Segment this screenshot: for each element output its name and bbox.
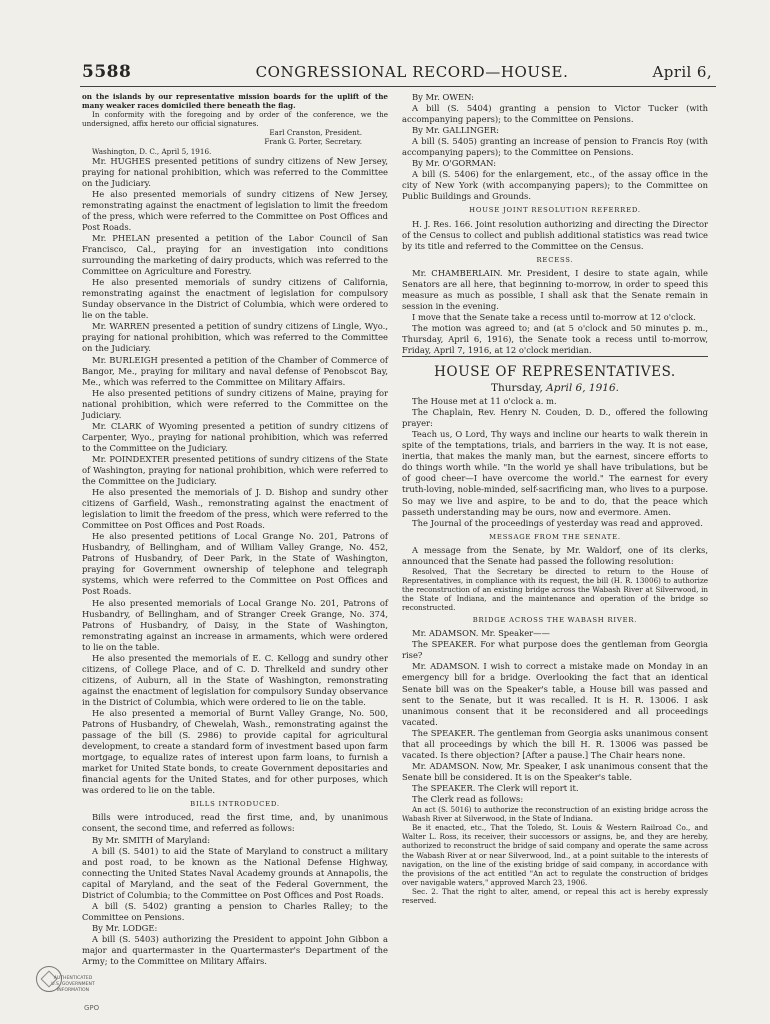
text-paragraph: He also presented petitions of sundry citizens of Maine, praying for national prohibition, which were referred to the Committee on the Judiciary. [82, 387, 388, 420]
header-date: April 6, [652, 63, 712, 81]
text-paragraph: He also presented a memorial of Burnt Valley Grange, No. 500, Patrons of Husbandry, of Chewelah, Wash., remonstrating against the passage of the bill (S. 2986) to provide capital for agricultural development, to create a standard form of investment based upon farm mortgage, to equalize rates of interest upon farm loans, to furnish a market for United State bonds, to create Government depositaries and financial agents for the United States, and for other purposes, which was ordered to lie on the table. [82, 708, 388, 796]
house-day: Thursday, [491, 382, 543, 395]
text-paragraph: The SPEAKER. The gentleman from Georgia asks unanimous consent that all proceedings by which the bill H. R. 13006 was passed be vacated. Is there objection? [After a pause.] The Chair hears none. [402, 727, 708, 760]
signature-line: Frank G. Porter, Secretary. [264, 137, 362, 147]
house-date [402, 381, 708, 396]
right-column [402, 92, 708, 905]
section-heading: BRIDGE ACROSS THE WABASH RIVER. [472, 616, 638, 625]
text-paragraph: I move that the Senate take a recess until to-morrow at 12 o'clock. [412, 311, 696, 322]
gpo-authentication-stamp [34, 966, 114, 1018]
text-paragraph: Mr. PHELAN presented a petition of the Labor Council of San Francisco, Cal., praying for an investigation into conditions surrounding the marketing of dairy products, which was referred to the Committee on Agriculture and Forestry. [82, 232, 388, 277]
text-paragraph: Mr. POINDEXTER presented petitions of sundry citizens of the State of Washington, praying for national prohibition, which were referred to the Committee on the Judiciary. [82, 453, 388, 487]
text-paragraph: Mr. BURLEIGH presented a petition of the Chamber of Commerce of Bangor, Me., praying for military and naval defense of Penobscot Bay, Me., which was referred to the Committee on Military Affairs. [82, 354, 388, 387]
stamp-line: INFORMATION [56, 988, 90, 993]
text-paragraph: He also presented the memorials of J. D. Bishop and sundry other citizens of Garfield, Wash., remonstrating against the enactment of legislation to limit the freedom of the press, which were referred to the Committee on Post Offices and Post Roads. [82, 487, 388, 531]
text-paragraph: The Clerk read as follows: [412, 794, 524, 804]
text-paragraph: The Journal of the proceedings of yesterday was read and approved. [412, 517, 703, 528]
text-paragraph: He also presented memorials of Local Grange No. 201, Patrons of Husbandry, of Bellingham, and of Stranger Creek Grange, No. 374, Patrons of Husbandry, of Daisy, in the State of Washington, remonstrating against an increase in armaments, which were ordered to lie on the table. [82, 597, 388, 652]
house-heading: HOUSE OF REPRESENTATIVES. [402, 356, 708, 381]
text-paragraph: A message from the Senate, by Mr. Waldorf, one of its clerks, announced that the Senate had passed the following resolution: [402, 544, 708, 566]
bill-text: Sec. 2. That the right to alter, amend, or repeal this act is hereby expressly reserved. [402, 886, 708, 905]
text-paragraph: A bill (S. 5405) granting an increase of pension to Francis Roy (with accompanying papers); to the Committee on Pensions. [402, 136, 708, 158]
text-paragraph: on the islands by our representative mission boards for the uplift of the many weaker races domiciled there beneath the flag. [82, 92, 388, 111]
text-paragraph: By Mr. O'GORMAN: [412, 158, 497, 169]
publication-title: CONGRESSIONAL RECORD—HOUSE. [255, 63, 569, 81]
left-column [82, 92, 388, 967]
text-paragraph: Mr. ADAMSON. Now, Mr. Speaker, I ask unanimous consent that the Senate bill be considered. It is on the Speaker's table. [402, 760, 708, 782]
text-paragraph: He also presented the memorials of E. C. Kellogg and sundry other citizens, of College Place, and of C. D. Threlkeld and sundry other citizens, of Auburn, all in the State of Washington, remonstrating against the enactment of legislation for compulsory Sunday observance in the District of Columbia, which were ordered to lie on the table. [82, 652, 388, 707]
text-paragraph: By Mr. GALLINGER: [412, 125, 499, 136]
section-heading: HOUSE JOINT RESOLUTION REFERRED. [469, 206, 641, 215]
text-paragraph: The Chaplain, Rev. Henry N. Couden, D. D., offered the following prayer: [402, 407, 708, 429]
text-paragraph: By Mr. LODGE: [92, 922, 158, 933]
page-header [82, 62, 712, 84]
text-paragraph: H. J. Res. 166. Joint resolution authorizing and directing the Director of the Census to collect and publish additional statistics was read twice by its title and referred to the Committee on the Census. [402, 218, 708, 251]
text-paragraph: Mr. CLARK of Wyoming presented a petition of sundry citizens of Carpenter, Wyo., praying for national prohibition, which was referred to the Committee on the Judiciary. [82, 420, 388, 453]
stamp-text [44, 976, 102, 994]
text-paragraph: The House met at 11 o'clock a. m. [412, 396, 557, 407]
bill-text: Be it enacted, etc., That the Toledo, St. Louis & Western Railroad Co., and Walter L. Ross, its receiver, their successors or assigns, be, and they are hereby, authorized to reconstruct the bridge of said company and operate the same across the Wabash River at or near Silverwood, Ind., at a point suitable to the interests of navigation, on the line of the existing bridge of said company, in accordance with the provisions of the act entitled "An act to regulate the construction of bridges over navigable waters," approved March 23, 1906. [402, 823, 708, 887]
place-date-line: Washington, D. C., April 5, 1916. [92, 146, 212, 156]
text-paragraph: He also presented memorials of sundry citizens of California, remonstrating against the enactment of legislation for compulsory Sunday observance in the District of Columbia, which were ordered to lie on the table. [82, 277, 388, 321]
text-paragraph: In conformity with the foregoing and by order of the conference, we the undersigned, affix hereto our official signatures. [82, 110, 388, 129]
stamp-line: U.S. GOVERNMENT [51, 982, 95, 987]
text-paragraph: Mr. WARREN presented a petition of sundry citizens of Lingle, Wyo., praying for national prohibition, which was referred to the Committee on the Judiciary. [82, 321, 388, 354]
text-paragraph: A bill (S. 5402) granting a pension to Charles Ralley; to the Committee on Pensions. [82, 900, 388, 922]
gpo-label: GPO [84, 1004, 100, 1012]
text-paragraph: Mr. HUGHES presented petitions of sundry citizens of New Jersey, praying for national prohibition, which was referred to the Committee on the Judiciary. [82, 155, 388, 188]
section-heading: MESSAGE FROM THE SENATE. [489, 532, 621, 541]
text-paragraph: The motion was agreed to; and (at 5 o'clock and 50 minutes p. m., Thursday, April 6, 1916), the Senate took a recess until to-morrow, Friday, April 7, 1916, at 12 o'clock meridian. [402, 322, 708, 356]
page-number: 5588 [82, 62, 132, 82]
header-rule [80, 86, 716, 87]
prayer-paragraph: Teach us, O Lord, Thy ways and incline our hearts to walk therein in spite of the temptations, trials, and barriers in the way. It is not ease, inertia, that makes the manly man, but the earnest, sincere efforts to do things worth while. "In the world ye shall have tribulations, but be of good cheer—I have overcome the world." The earnest for every truth-loving, noble-minded, self-sacrificing man, who lives to a purpose. So may we live and aspire, to be and to do, that the peace which passeth understanding may be ours, now and evermore. Amen. [402, 429, 708, 517]
text-paragraph: A bill (S. 5404) granting a pension to Victor Tucker (with accompanying papers); to the Committee on Pensions. [402, 103, 708, 125]
text-paragraph: By Mr. SMITH of Maryland: [92, 834, 211, 845]
text-paragraph: A bill (S. 5401) to aid the State of Maryland to construct a military and post road, to be known as the National Defense Highway, connecting the United States Naval Academy grounds at Annapolis, the capital of Maryland, and the seat of the Federal Government, the District of Columbia; to the Committee on Post Offices and Post Roads. [82, 845, 388, 900]
text-paragraph: He also presented petitions of Local Grange No. 201, Patrons of Husbandry, of Bellingham, and of William Valley Grange, No. 452, Patrons of Husbandry, of Deer Park, in the State of Washington, praying for Government ownership of telephone and telegraph systems, which were referred to the Committee on Post Offices and Post Roads. [82, 531, 388, 597]
text-paragraph: Mr. ADAMSON. I wish to correct a mistake made on Monday in an emergency bill for a bridge. Overlooking the fact that an identical Senate bill was on the Speaker's table, a House bill was passed and sent to the Senate, but it was recalled. It is H. R. 13006. I ask unanimous consent that it be reconsidered and all proceedings vacated. [402, 661, 708, 727]
text-paragraph: By Mr. OWEN: [412, 92, 474, 102]
resolution-text: Resolved, That the Secretary be directed to return to the House of Representatives, in compliance with its request, the bill (H. R. 13006) to authorize the reconstruction of an existing bridge across the Wabash River at Silverwood, in the State of Indiana, and the maintenance and operation of the bridge so reconstructed. [402, 566, 708, 613]
text-paragraph: The SPEAKER. For what purpose does the gentleman from Georgia rise? [402, 639, 708, 661]
text-paragraph: Bills were introduced, read the first time, and, by unanimous consent, the second time, and referred as follows: [82, 812, 388, 834]
bill-title: An act (S. 5016) to authorize the reconstruction of an existing bridge across the Wabash River at Silverwood, in the State of Indiana. [402, 805, 708, 824]
house-date-value: April 6, 1916. [546, 382, 619, 395]
signature-line: Earl Cranston, President. [269, 128, 362, 138]
text-paragraph: The SPEAKER. The Clerk will report it. [412, 782, 579, 793]
text-paragraph: He also presented memorials of sundry citizens of New Jersey, remonstrating against the enactment of legislation to limit the freedom of the press, which were referred to the Committee on Post Offices and Post Roads. [82, 188, 388, 232]
section-heading: RECESS. [536, 255, 574, 264]
text-paragraph: A bill (S. 5403) authorizing the President to appoint John Gibbon a major and quartermaster in the Quartermaster's Department of the Army; to the Committee on Military Affairs. [82, 933, 388, 967]
stamp-line: AUTHENTICATED [53, 976, 93, 981]
section-heading: BILLS INTRODUCED. [190, 800, 280, 809]
text-paragraph: A bill (S. 5406) for the enlargement, etc., of the assay office in the city of New York (with accompanying papers); to the Committee on Public Buildings and Grounds. [402, 169, 708, 202]
text-paragraph: Mr. CHAMBERLAIN. Mr. President, I desire to state again, while Senators are all here, that beginning to-morrow, in order to speed this measure as much as possible, I shall ask that the Senate remain in session in the evening. [402, 267, 708, 311]
text-paragraph: Mr. ADAMSON. Mr. Speaker—— [412, 628, 550, 639]
